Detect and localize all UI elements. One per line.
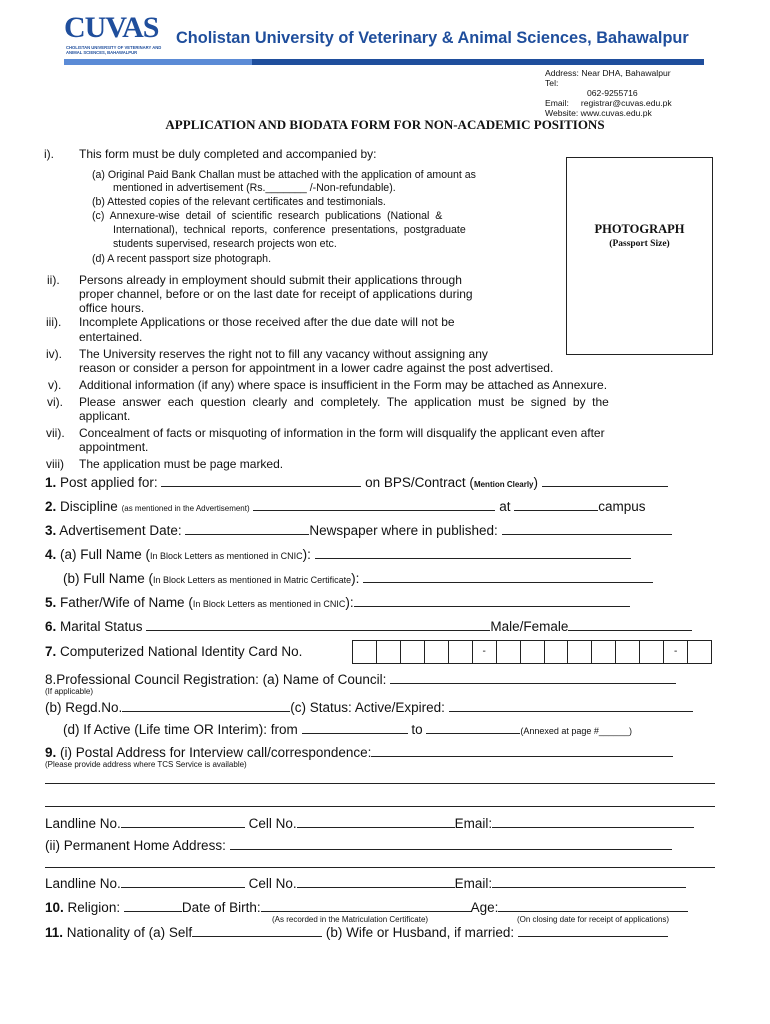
cnic-cell[interactable] [591,640,615,664]
full-name-cnic-input[interactable] [315,557,631,559]
contact-block [545,68,672,118]
q4a-label: (a) Full Name ( [60,547,151,562]
field-postal-address [45,745,673,760]
q6-label: Marital Status [60,619,143,634]
field-full-name-matric [63,571,653,586]
header-bar-dark [64,59,252,65]
q3-news: Newspaper where in published: [309,523,498,538]
q5-label: Father/Wife of Name ( [60,595,193,610]
cnic-cell[interactable] [520,640,544,664]
status-input[interactable] [449,710,693,712]
field-advertisement [45,523,672,538]
to-date-input[interactable] [426,732,520,734]
q5-num: 5. [45,595,57,610]
postal-address-input[interactable] [371,755,673,757]
instr-iv-1: The University reserves the right not to fill any vacancy without assigning any [79,347,488,361]
cnic-dash-cell [663,640,687,664]
field-father-name [45,595,630,610]
header-bar-blue [252,59,704,65]
discipline-input[interactable] [253,509,495,511]
cell-input-1[interactable] [297,826,455,828]
cnic-cell[interactable] [424,640,448,664]
instr-vi-2: applicant. [79,409,131,423]
cnic-cell[interactable] [687,640,712,664]
nationality-spouse-input[interactable] [518,935,668,937]
form-title: APPLICATION AND BIODATA FORM FOR NON-ACADEMIC POSITIONS [165,117,605,132]
q10-num: 10. [45,900,64,915]
q8d-to: to [411,722,423,737]
q9-note: (Please provide address where TCS Service is available) [45,760,247,769]
email-label: Email: [454,876,493,891]
header [0,0,770,118]
postal-address-line-2[interactable] [45,783,715,784]
website-row: Website: www.cuvas.edu.pk [545,108,652,118]
permanent-address-input[interactable] [230,848,672,850]
field-nationality [45,925,668,940]
field-regd-status [45,700,693,715]
q4b-label: (b) Full Name ( [63,571,154,586]
marital-status-input[interactable] [146,629,490,631]
photograph-title: PHOTOGRAPH [594,222,685,236]
q8d-label: (d) If Active (Life time OR Interim): from [63,722,298,737]
q2-note: (as mentioned in the Advertisement) [121,504,250,513]
q1-num: 1. [45,475,57,490]
instr-c2: International), technical reports, conference presentations, postgraduate [113,224,466,236]
address-row: Address: Near DHA, Bahawalpur [545,68,671,78]
cell-label: Cell No. [248,876,297,891]
bps-contract-input[interactable] [542,485,668,487]
gender-input[interactable] [568,629,692,631]
dob-input[interactable] [261,910,471,912]
father-name-input[interactable] [354,605,630,607]
cnic-dash: - [673,646,678,657]
age-label: Age: [470,900,499,915]
q1-end: ) [533,475,539,490]
regd-no-input[interactable] [122,710,290,712]
field-cnic [45,644,302,659]
permanent-address-line-2[interactable] [45,867,715,868]
field-permanent-address [45,838,672,853]
cnic-boxes[interactable] [352,640,712,664]
from-date-input[interactable] [302,732,408,734]
q5-note: In Block Letters as mentioned in CNIC [192,599,346,609]
instr-num-ii: ii). [47,273,60,287]
instr-vii-1: Concealment of facts or misquoting of information in the form will disqualify the applicant even after [79,426,605,440]
advertisement-date-input[interactable] [185,533,309,535]
instr-num-iv: iv). [46,347,62,361]
postal-address-line-3[interactable] [45,806,715,807]
q1-mid: on BPS/Contract ( [365,475,474,490]
council-name-input[interactable] [390,682,676,684]
dob-label: Date of Birth: [181,900,261,915]
q2-at: at [499,499,511,514]
instr-a2: mentioned in advertisement (Rs._______ /-Non-refundable). [113,182,396,194]
cnic-dash-cell [472,640,496,664]
instr-vii-2: appointment. [79,440,149,454]
field-religion-dob-age [45,900,688,915]
cell-input-2[interactable] [297,886,455,888]
instr-num-vii: vii). [46,426,65,440]
q11-num: 11. [45,925,64,940]
q8-label: 8.Professional Council Registration: (a) Name of Council: [45,672,387,687]
email-label: Email: [454,816,493,831]
q4b-end: ): [351,571,360,586]
q4-num: 4. [45,547,57,562]
cnic-cell[interactable] [496,640,520,664]
cell-label: Cell No. [248,816,297,831]
instr-viii-1: The application must be page marked. [79,457,284,471]
cnic-cell[interactable] [448,640,472,664]
university-name: Cholistan University of Veterinary & Animal Sciences, Bahawalpur [176,28,689,47]
instr-num-vi: vi). [47,395,63,409]
q2-num: 2. [45,499,57,514]
field-full-name-cnic [45,547,631,562]
full-name-matric-input[interactable] [363,581,653,583]
instr-num-iii: iii). [46,315,62,329]
q7-label: Computerized National Identity Card No. [60,644,303,659]
landline-label: Landline No. [45,816,121,831]
q9-num: 9. [45,745,57,760]
q8c-label: (c) Status: Active/Expired: [290,700,445,715]
logo-text: CUVAS [64,11,159,44]
photograph-box[interactable] [566,157,713,355]
instr-iii-2: entertained. [79,330,143,344]
field-council-name [45,672,676,687]
instr-ii-2: proper channel, before or on the last date for receipt of applications during [79,287,473,301]
cnic-cell[interactable] [544,640,568,664]
field-discipline [45,499,646,514]
cnic-cell[interactable] [352,640,376,664]
cnic-cell[interactable] [567,640,591,664]
email-input-2[interactable] [492,886,686,888]
q11-b-label: (b) Wife or Husband, if married: [325,925,515,940]
q9ii-label: (ii) Permanent Home Address: [45,838,226,853]
cnic-dash: - [482,646,486,657]
instr-num-viii: viii) [46,457,64,471]
cnic-cell[interactable] [400,640,424,664]
q1-label: Post applied for: [60,475,158,490]
field-active-period [63,722,632,737]
instr-ii-3: office hours. [79,301,145,315]
instr-v-1: Additional information (if any) where space is insufficient in the Form may be attached as Annexure. [79,378,608,392]
q5-end: ): [345,595,354,610]
dob-note: (As recorded in the Matriculation Certificate) [272,915,429,924]
newspaper-input[interactable] [502,533,672,535]
q1-note: Mention Clearly [473,480,534,489]
q9-label: (i) Postal Address for Interview call/correspondence: [60,745,372,760]
instr-num-i: i). [44,147,54,161]
logo-subtitle: CHOLISTAN UNIVERSITY OF VETERINARY AND ANIMAL SCIENCES, BAHAWALPUR [66,45,162,55]
q4b-note: In Block Letters as mentioned in Matric Certificate [153,575,352,585]
age-note: (On closing date for receipt of applications) [517,915,670,924]
instr-c: (c) Annexure-wise detail of scientific research publications (National & [92,210,443,222]
religion-label: Religion: [67,900,121,915]
university-logo [64,12,168,56]
instr-i: This form must be duly completed and accompanied by: [79,147,377,161]
q3-label: Advertisement Date: [59,523,182,538]
religion-input[interactable] [124,910,182,912]
instr-c3: students supervised, research projects won etc. [113,238,337,250]
instr-a: (a) Original Paid Bank Challan must be attached with the application of amount as [92,169,476,181]
post-applied-input[interactable] [161,485,361,487]
instr-b: (b) Attested copies of the relevant certificates and testimonials. [92,196,386,208]
landline-label: Landline No. [45,876,121,891]
instr-iv-2: reason or consider a person for appointment in a lower cadre against the post advertised. [79,361,554,375]
q4a-note: In Block Letters as mentioned in CNIC [150,551,303,561]
age-input[interactable] [498,910,688,912]
campus-input[interactable] [514,509,598,511]
landline-input-1[interactable] [121,826,245,828]
q7-num: 7. [45,644,57,659]
q3-num: 3. [45,523,57,538]
cnic-cell[interactable] [639,640,663,664]
photograph-subtitle: (Passport Size) [609,239,670,249]
email-input-1[interactable] [492,826,694,828]
nationality-self-input[interactable] [192,935,322,937]
q11-label: Nationality of (a) Self [66,925,193,940]
cnic-cell[interactable] [615,640,639,664]
instr-vi-1: Please answer each question clearly and completely. The application must be signed by the [79,395,609,409]
q8d-annex: (Annexed at page #______) [520,726,632,736]
q2-campus: campus [598,499,646,514]
field-contact-2 [45,876,686,891]
instr-ii-1: Persons already in employment should submit their applications through [79,273,462,287]
field-post-applied [45,475,668,490]
q6-gender: Male/Female [490,619,569,634]
instr-num-v: v). [48,378,62,392]
email-row: Email: registrar@cuvas.edu.pk [545,98,672,108]
landline-input-2[interactable] [121,886,245,888]
instr-d: (d) A recent passport size photograph. [92,253,272,265]
instr-iii-1: Incomplete Applications or those received after the due date will not be [79,315,455,329]
field-marital-status [45,619,692,634]
q8-note: (If applicable) [45,687,94,696]
q6-num: 6. [45,619,57,634]
cnic-cell[interactable] [376,640,400,664]
q8b-label: (b) Regd.No. [45,700,123,715]
tel-row: Tel: [545,78,559,88]
tel-value-row: 062-9255716 [587,88,638,98]
q2-label: Discipline [60,499,118,514]
q4a-end: ): [302,547,311,562]
field-contact-1 [45,816,694,831]
